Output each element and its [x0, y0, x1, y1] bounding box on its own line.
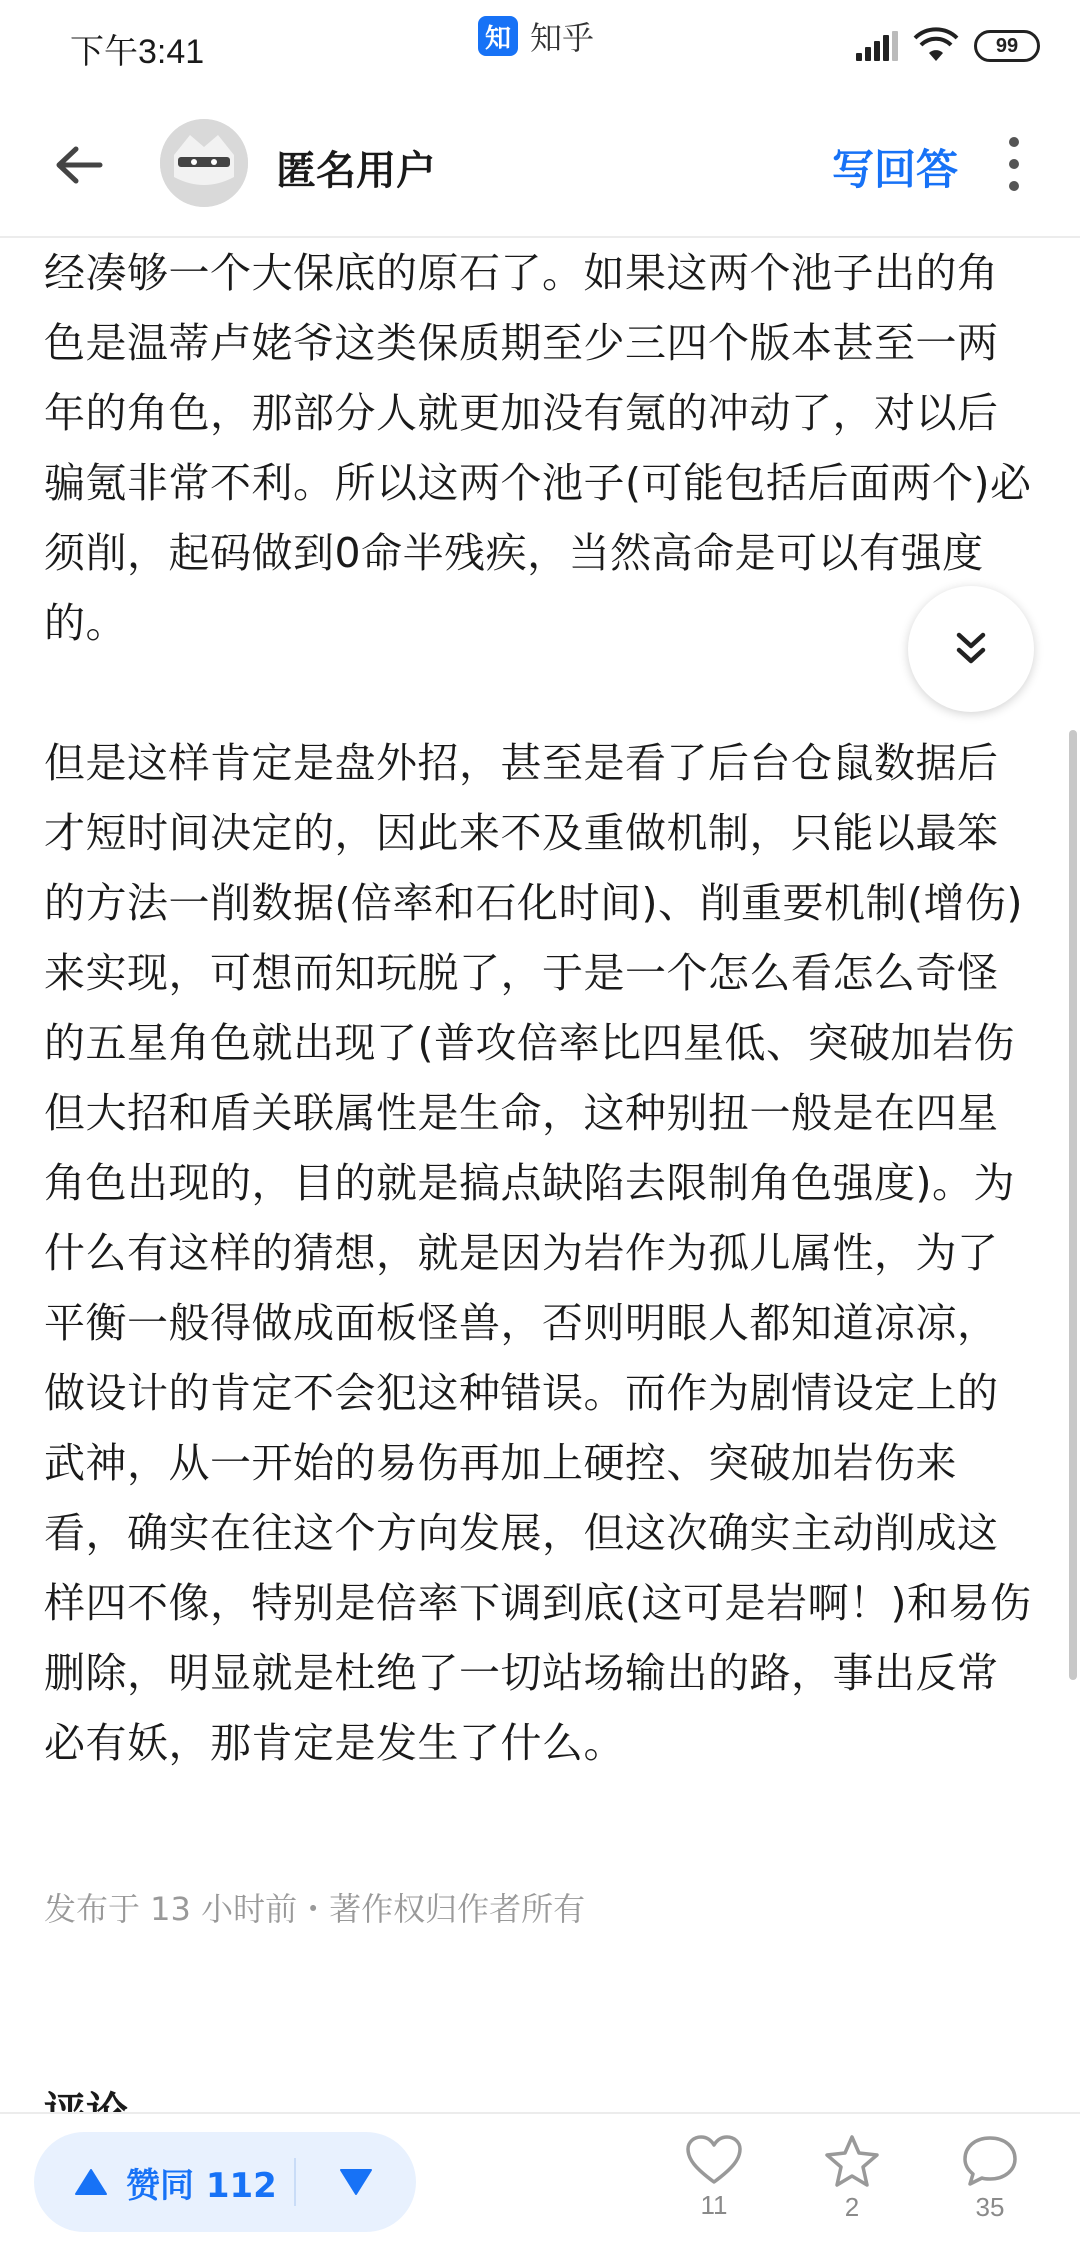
status-time: 下午3:41 [70, 33, 205, 71]
battery-icon: 99 [974, 30, 1040, 62]
back-button[interactable] [48, 135, 108, 195]
heart-icon [685, 2134, 743, 2186]
status-bar [0, 0, 1080, 95]
more-options-button[interactable] [996, 137, 1032, 191]
answer-paragraph: 但是这样肯定是盘外招，甚至是看了后台仓鼠数据后才短时间决定的，因此来不及重做机制，只能以最笨的方法一削数据(倍率和石化时间)、削重要机制(增伤)来实现，可想而知玩脱了，于是一个怎么看怎么奇怪的五星角色就出现了(普攻倍率比四星低、突破加岩伤但大招和盾关联属性是生命，这种别扭一般是在四星角色出现的，目的就是搞点缺陷去限制角色强度)。为什么有这样的猜想，就是因为岩作为孤儿属性，为了平衡一般得做成面板怪兽，否则明眼人都知道凉凉，做设计的肯定不会犯这种错误。而作为剧情设定上的武神，从一开始的易伤再加上硬控、突破加岩伤来看，确实在往这个方向发展，但这次确实主动削成这样四不像，特别是倍率下调到底(这可是岩啊！)和易伤删除，明显就是杜绝了一切站场输出的路，事出反常必有妖，那肯定是发生了什么。 [44, 739, 1032, 1767]
downvote-button[interactable] [296, 2132, 416, 2232]
scroll-to-next-button[interactable] [908, 586, 1034, 712]
downvote-triangle-icon [339, 2168, 373, 2196]
bottom-action-bar [0, 2112, 1080, 2244]
more-vertical-icon [1009, 137, 1019, 147]
comment-count: 35 [975, 2192, 1005, 2222]
star-icon [823, 2134, 881, 2188]
like-count: 11 [700, 2190, 728, 2220]
answer-header [0, 95, 1080, 238]
publish-meta: 发布于 13 小时前・著作权归作者所有 [44, 1890, 586, 1928]
double-chevron-down-icon [953, 629, 989, 669]
upvote-label: 赞同 112 [126, 2165, 277, 2206]
user-name[interactable]: 匿名用户 [276, 148, 436, 194]
write-answer-button[interactable]: 写回答 [832, 145, 959, 194]
signal-icon [856, 31, 898, 61]
status-app-indicator [478, 14, 594, 58]
scrollbar[interactable] [1069, 730, 1077, 1680]
anonymous-avatar-icon [160, 119, 248, 207]
favorite-count: 2 [844, 2192, 860, 2222]
comment-bubble-icon [961, 2134, 1019, 2188]
back-arrow-icon [54, 145, 102, 185]
upvote-button[interactable] [34, 2132, 294, 2232]
status-app-name: 知乎 [530, 19, 595, 57]
upvote-triangle-icon [74, 2168, 108, 2196]
zhihu-logo-icon: 知 [478, 16, 518, 56]
avatar[interactable] [160, 119, 248, 207]
favorite-button[interactable] [812, 2134, 892, 2223]
like-button[interactable] [674, 2134, 754, 2221]
answer-paragraph: 经凑够一个大保底的原石了。如果这两个池子出的角色是温蒂卢姥爷这类保质期至少三四个版本甚至一两年的角色，那部分人就更加没有氪的冲动了，对以后骗氪非常不利。所以这两个池子(可能包括后面两个)必须削，起码做到0命半残疾，当然高命是可以有强度的。 [44, 249, 1032, 647]
comment-button[interactable] [950, 2134, 1030, 2223]
wifi-icon [914, 29, 958, 63]
comments-heading [44, 2080, 128, 2112]
status-icons [856, 26, 1040, 66]
answer-content [44, 238, 1036, 1778]
vote-pill [34, 2132, 416, 2232]
